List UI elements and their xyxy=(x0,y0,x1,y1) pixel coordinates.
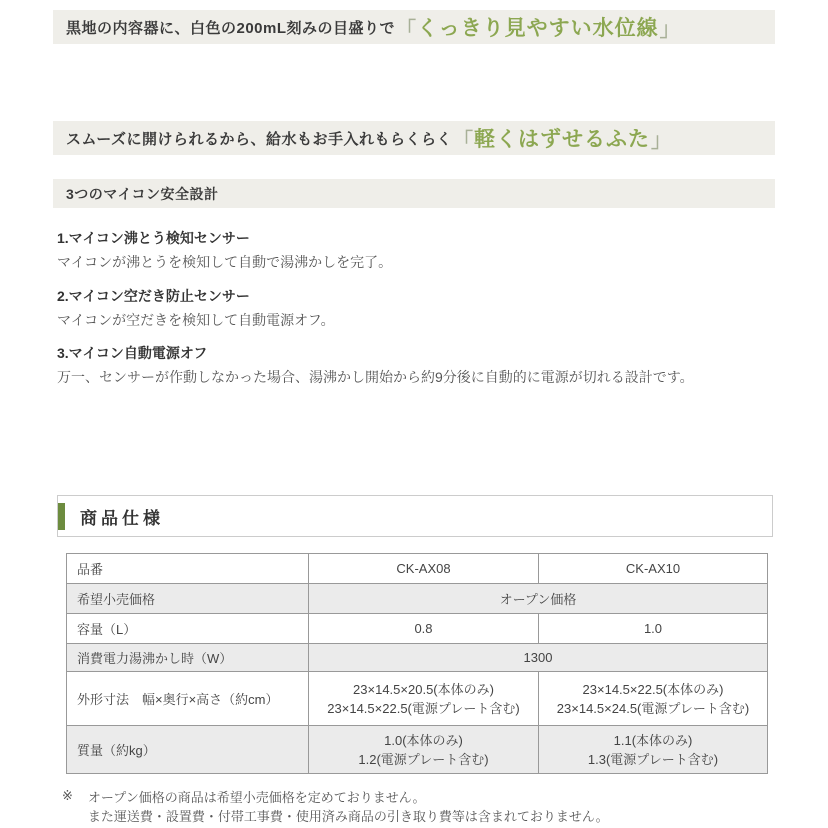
capacity-ax08: 0.8 xyxy=(309,614,539,644)
table-row-weight xyxy=(67,726,768,774)
table-row-capacity xyxy=(67,614,768,644)
price-value: オープン価格 xyxy=(309,584,768,614)
spec-section-heading xyxy=(57,495,773,537)
model-ck-ax08: CK-AX08 xyxy=(309,554,539,584)
bracket-open: 「 xyxy=(453,129,474,152)
dimensions-ax10-body: 23×14.5×22.5(本体のみ) xyxy=(582,681,724,697)
safety-item-3-title: 3.マイコン自動電源オフ xyxy=(57,345,208,361)
bracket-open: 「 xyxy=(396,18,417,41)
weight-ax10-with-plate: 1.3(電源プレート含む) xyxy=(587,751,719,767)
dimensions-ax08-body: 23×14.5×20.5(本体のみ) xyxy=(353,681,494,697)
spec-table xyxy=(66,553,768,774)
feature-bar-lid xyxy=(53,121,775,155)
green-accent-bar xyxy=(58,503,65,530)
row-label-capacity: 容量（L） xyxy=(67,614,309,644)
weight-ax08 xyxy=(309,726,539,774)
feature-plain-text: スムーズに開けられるから、給水もお手入れもらくらく xyxy=(66,130,453,148)
weight-ax10-body: 1.1(本体のみ) xyxy=(613,732,693,748)
feature-highlight-text: くっきり見やすい水位線 xyxy=(417,17,659,40)
row-label-power: 消費電力湯沸かし時（W） xyxy=(67,644,309,672)
safety-item-1-body: マイコンが沸とうを検知して自動で湯沸かしを完了。 xyxy=(57,254,393,270)
table-row-model xyxy=(67,554,768,584)
weight-ax08-with-plate: 1.2(電源プレート含む) xyxy=(358,751,489,767)
feature-bar-safety-design xyxy=(53,179,775,208)
safety-design-heading: 3つのマイコン安全設計 xyxy=(66,185,219,202)
table-row-power xyxy=(67,644,768,672)
table-row-dimensions xyxy=(67,672,768,726)
feature-bar-water-level xyxy=(53,10,775,44)
bracket-close: 」 xyxy=(651,129,672,152)
footnote-text xyxy=(88,788,609,826)
feature-highlight-text: 軽くはずせるふた xyxy=(474,128,651,151)
dimensions-ax08 xyxy=(309,672,539,726)
footnote xyxy=(62,788,609,826)
footnote-line-2: また運送費・設置費・付帯工事費・使用済み商品の引き取り費等は含まれておりません。 xyxy=(87,809,609,824)
safety-item-2-body: マイコンが空だきを検知して自動電源オフ。 xyxy=(57,312,335,328)
power-value: 1300 xyxy=(309,644,768,672)
dimensions-ax10-with-plate: 23×14.5×24.5(電源プレート含む) xyxy=(556,700,750,716)
feature-plain-text: 黒地の内容器に、白色の200mL刻みの目盛りで xyxy=(66,19,396,37)
capacity-ax10: 1.0 xyxy=(539,614,768,644)
row-label-model: 品番 xyxy=(67,554,309,584)
row-label-weight: 質量（約kg） xyxy=(67,726,309,774)
footnote-mark: ※ xyxy=(62,788,73,803)
spec-heading-title: 商品仕様 xyxy=(80,508,164,528)
weight-ax10 xyxy=(539,726,768,774)
safety-item-1-title: 1.マイコン沸とう検知センサー xyxy=(57,230,250,246)
footnote-line-1: オープン価格の商品は希望小売価格を定めておりません。 xyxy=(87,790,426,805)
safety-item-3-body: 万一、センサーが作動しなかった場合、湯沸かし開始から約9分後に自動的に電源が切れる設計です。 xyxy=(57,369,694,385)
bracket-close: 」 xyxy=(659,18,680,41)
table-row-price xyxy=(67,584,768,614)
weight-ax08-body: 1.0(本体のみ) xyxy=(384,732,463,748)
dimensions-ax08-with-plate: 23×14.5×22.5(電源プレート含む) xyxy=(327,700,520,716)
row-label-price: 希望小売価格 xyxy=(67,584,309,614)
safety-item-2-title: 2.マイコン空だき防止センサー xyxy=(57,288,250,304)
model-ck-ax10: CK-AX10 xyxy=(539,554,768,584)
dimensions-ax10 xyxy=(539,672,768,726)
row-label-dimensions: 外形寸法 幅×奥行×高さ（約cm） xyxy=(67,672,309,726)
